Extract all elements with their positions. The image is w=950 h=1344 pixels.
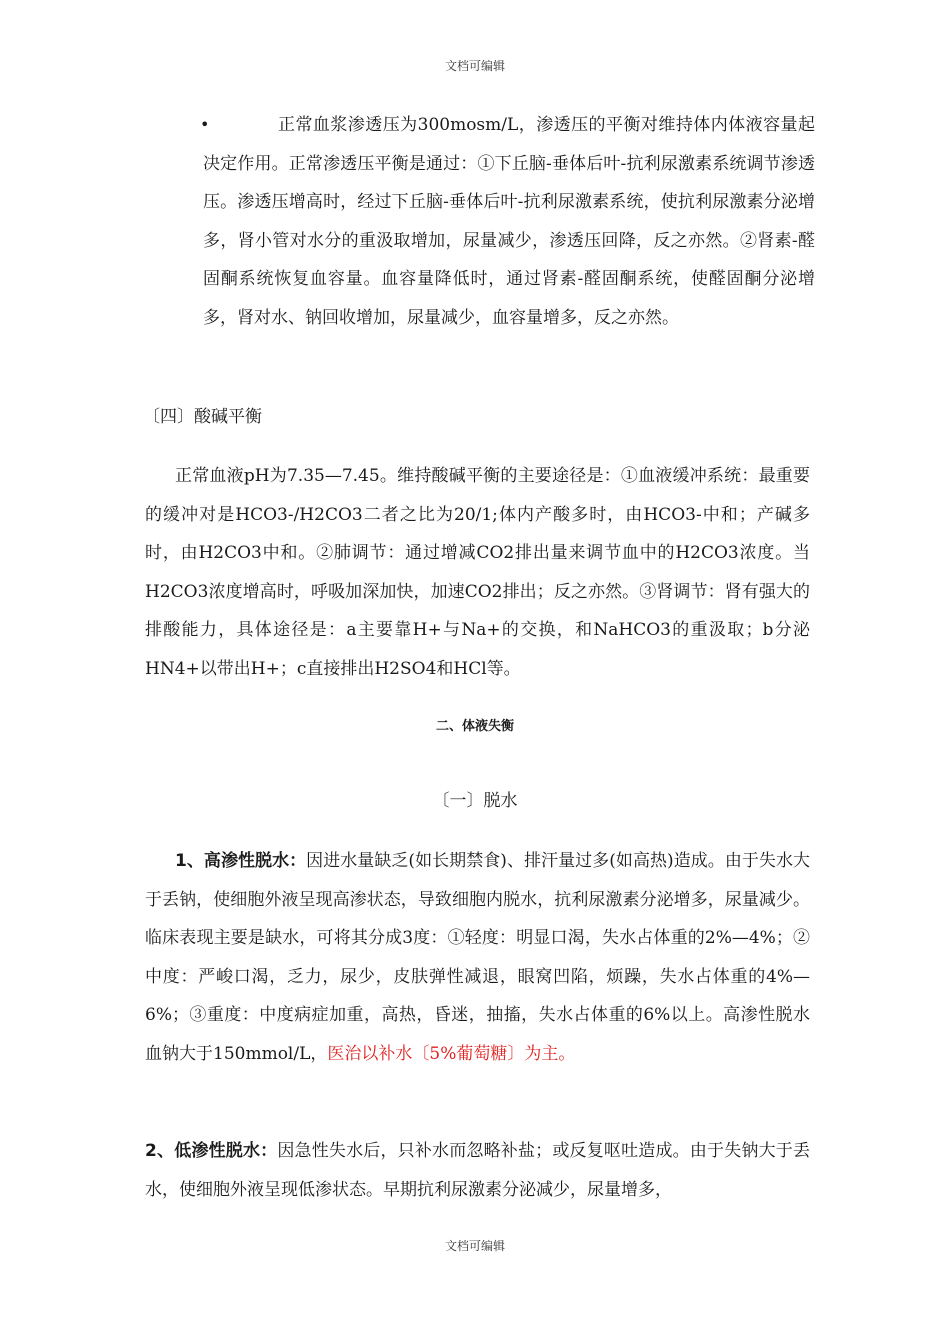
hypotonic-paragraph [145, 1132, 810, 1209]
osmotic-pressure-paragraph: 正常血浆渗透压为300mosm/L，渗透压的平衡对维持体内体液容量起决定作用。正常渗透压平衡是通过：①下丘脑-垂体后叶-抗利尿激素系统调节渗透压。渗透压增高时，经过下丘脑-垂体后叶-抗利尿激素系统，使抗利尿激素分泌增多，肾小管对水分的重汲取增加，尿量减少，渗透压回降，反之亦然。②肾素-醛固酮系统恢复血容量。血容量降低时，通过肾素-醛固酮系统，使醛固酮分泌增多，肾对水、钠回收增加，尿量减少，血容量增多，反之亦然。 [203, 115, 815, 328]
dehydration-title: 〔一〕脱水 [432, 791, 518, 811]
acid-base-heading: 〔四〕酸碱平衡 [143, 407, 262, 427]
bullet-dot: • [200, 115, 210, 134]
hypertonic-treatment: 医治以补水〔5%葡萄糖〕为主。 [327, 1043, 576, 1064]
hypertonic-paragraph [145, 842, 810, 1073]
page-footer: 文档可编辑 [444, 1239, 505, 1253]
hypotonic-label: 2、低渗性脱水： [145, 1141, 278, 1161]
hypertonic-label: 1、高渗性脱水： [175, 851, 307, 871]
hypertonic-text: 因进水量缺乏(如长期禁食)、排汗量过多(如高热)造成。由于失水大于丢钠，使细胞外液呈现高渗状态，导致细胞内脱水，抗利尿激素分泌增多，尿量减少。临床表现主要是缺水，可将其分成3度：①轻度：明显口渴，失水占体重的2%—4%；②中度：严峻口渴，乏力，尿少，皮肤弹性减退，眼窝凹陷，烦躁，失水占体重的4%—6%；③重度：中度病症加重，高热，昏迷，抽搐，失水占体重的6%以上。高渗性脱水血钠大于150mmol/L， [145, 851, 810, 1064]
acid-base-paragraph: 正常血液pH为7.35—7.45。维持酸碱平衡的主要途径是：①血液缓冲系统：最重要的缓冲对是HCO3-/H2CO3二者之比为20/1;体内产酸多时，由HCO3-中和；产碱多时，由H2CO3中和。②肺调节：通过增减CO2排出量来调节血中的H2CO3浓度。当H2CO3浓度增高时，呼吸加深加快，加速CO2排出；反之亦然。③肾调节：肾有强大的排酸能力，具体途径是：a主要靠H+与Na+的交换，和NaHCO3的重汲取；b分泌HN4+以带出H+；c直接排出H2SO4和HCl等。 [145, 466, 810, 679]
section-title: 二、体液失衡 [435, 719, 514, 734]
page-header: 文档可编辑 [444, 59, 505, 73]
hypotonic-text: 因急性失水后，只补水而忽略补盐；或反复呕吐造成。由于失钠大于丢水，使细胞外液呈现低渗状态。早期抗利尿激素分泌减少，尿量增多， [145, 1141, 810, 1200]
